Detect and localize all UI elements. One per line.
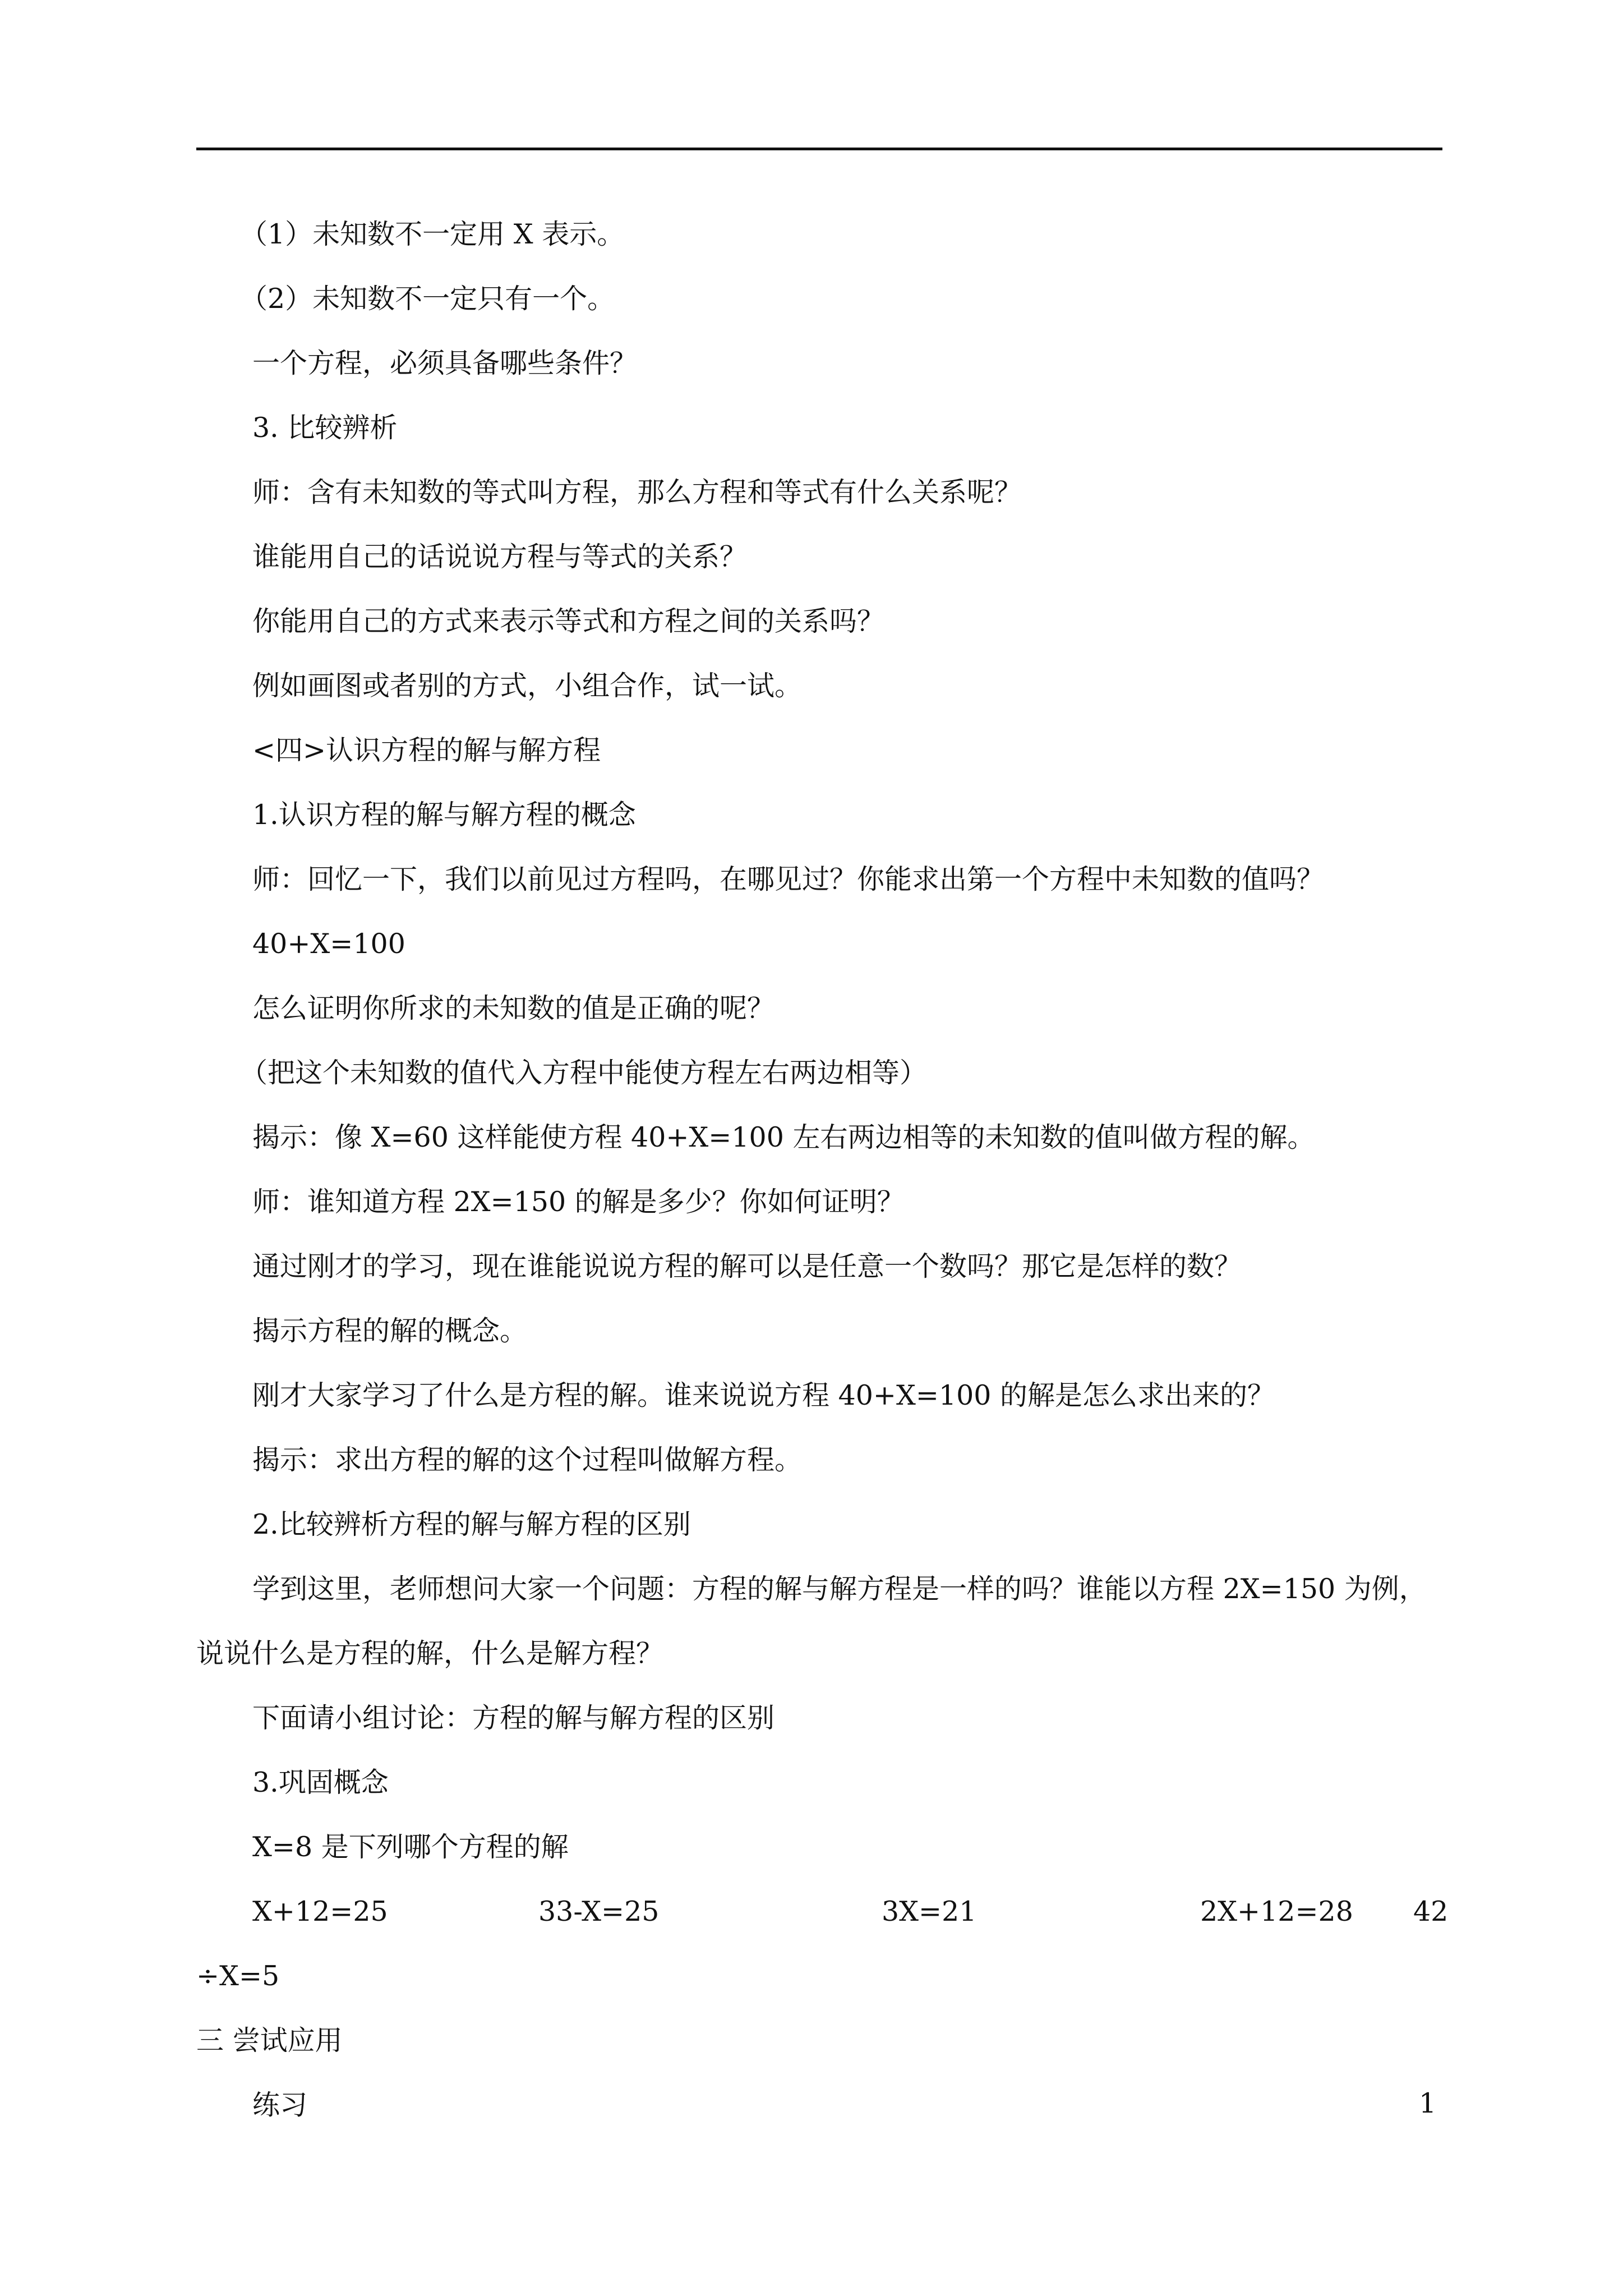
proof-note: （把这个未知数的值代入方程中能使方程左右两边相等） [240,1057,928,1089]
reveal-solving: 揭示：求出方程的解的这个过程叫做解方程。 [252,1444,803,1476]
paragraph-learn: 学到这里，老师想问大家一个问题：方程的解与解方程是一样的吗？谁能以方程 2X=150 为例，说说什么是方程的解，什么是解方程？ [196,1573,1427,1669]
teacher-question-relation: 师：含有未知数的等式叫方程，那么方程和等式有什么关系呢？ [252,476,1022,508]
page-number: 1 [1419,2087,1437,2119]
question-conditions: 一个方程，必须具备哪些条件？ [252,347,638,379]
point-1: （1）未知数不一定用 X 表示。 [240,218,625,250]
group-activity: 例如画图或者别的方式，小组合作，试一试。 [252,670,803,702]
question-how-solved: 刚才大家学习了什么是方程的解。谁来说说方程 40+X=100 的解是怎么求出来的？ [252,1379,1275,1411]
document-body [196,202,1449,2137]
question-any-number: 通过刚才的学习，现在谁能说说方程的解可以是任意一个数吗？那它是怎样的数？ [252,1250,1242,1282]
teacher-question-2x: 师：谁知道方程 2X=150 的解是多少？你如何证明？ [252,1186,905,1218]
question-own-way: 你能用自己的方式来表示等式和方程之间的关系吗？ [252,605,885,637]
practice-label: 练习 [252,2089,308,2121]
reveal-concept: 揭示方程的解的概念。 [252,1315,528,1347]
equation-option-4: 2X+12=28 [1200,1895,1353,1927]
question-own-words: 谁能用自己的话说说方程与等式的关系？ [252,541,748,573]
group-discussion: 下面请小组讨论：方程的解与解方程的区别 [252,1702,775,1734]
question-proof: 怎么证明你所求的未知数的值是正确的呢？ [252,992,775,1024]
exercise-question: X=8 是下列哪个方程的解 [252,1831,569,1863]
equation-example: 40+X=100 [252,928,405,960]
equation-option-5-end: ÷X=5 [196,1960,280,1992]
header-rule [196,148,1442,150]
equation-option-3: 3X=21 [882,1895,977,1927]
point-2: （2）未知数不一定只有一个。 [240,283,615,315]
subheading-compare: 2.比较辨析方程的解与解方程的区别 [252,1508,691,1540]
equation-option-2: 33-X=25 [538,1895,660,1927]
subheading-concept: 1.认识方程的解与解方程的概念 [252,799,636,831]
subheading-consolidate: 3.巩固概念 [252,1766,389,1798]
reveal-solution: 揭示：像 X=60 这样能使方程 40+X=100 左右两边相等的未知数的值叫做方程的解。 [252,1121,1315,1153]
equation-option-5-start: 42 [1413,1895,1449,1927]
heading-compare: 3. 比较辨析 [252,412,398,444]
teacher-recall: 师：回忆一下，我们以前见过方程吗，在哪见过？你能求出第一个方程中未知数的值吗？ [252,863,1325,895]
section-three-heading: 三 尝试应用 [196,2024,343,2056]
equation-option-1: X+12=25 [252,1895,388,1927]
section-four-heading: <四>认识方程的解与解方程 [252,734,601,766]
equation-options [196,1879,1449,1944]
